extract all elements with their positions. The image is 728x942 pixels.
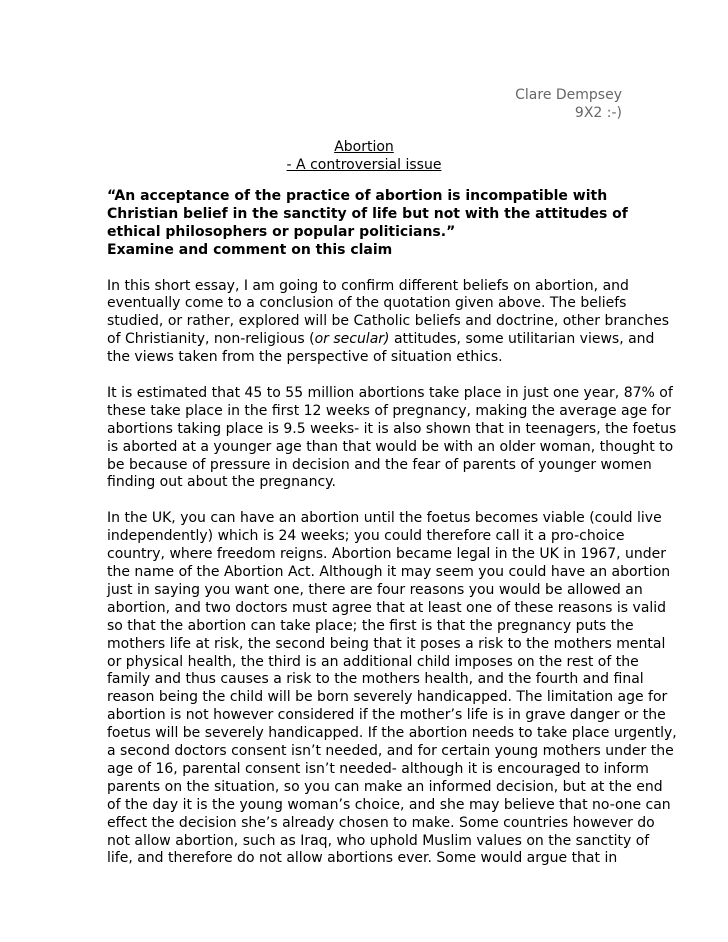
paragraph-statistics — [107, 384, 677, 492]
text-line: reason being the child will be born severely handicapped. The limitation age for — [107, 689, 668, 706]
text-line: In this short essay, I am going to confirm different beliefs on abortion, and — [107, 277, 629, 294]
paragraph-intro — [107, 277, 670, 368]
question-line: Examine and comment on this claim — [107, 241, 393, 258]
title-subtitle: - A controversial issue — [286, 157, 442, 173]
text-line: mothers life at risk, the second being that it poses a risk to the mothers mental — [107, 635, 666, 652]
text-line: age of 16, parental consent isn’t needed- although it is encouraged to inform — [107, 760, 649, 777]
author-class: 9X2 :-) — [574, 105, 622, 121]
text-segment: of Christianity, non-religious ( — [107, 331, 315, 348]
text-line: the name of the Abortion Act. Although it may seem you could have an abortion — [107, 563, 671, 580]
question-line: “An acceptance of the practice of abortion is incompatible with — [107, 188, 608, 204]
text-line: country, where freedom reigns. Abortion became legal in the UK in 1967, under — [107, 546, 667, 563]
text-line: family and thus causes a risk to the mothers health, and the fourth and final — [107, 671, 644, 688]
text-line: these take place in the first 12 weeks of pregnancy, making the average age for — [107, 402, 671, 419]
text-line — [107, 331, 655, 349]
question-line: ethical philosophers or popular politicians.” — [107, 223, 456, 240]
text-line: It is estimated that 45 to 55 million abortions take place in just one year, 87% of — [107, 384, 673, 401]
text-line: foetus will be severely handicapped. If the abortion needs to take place urgently, — [107, 725, 677, 742]
text-line: be because of pressure in decision and the fear of parents of younger women — [107, 456, 652, 473]
text-line: abortion is not however considered if the mother’s life is in grave danger or the — [107, 707, 666, 724]
title-main: Abortion — [334, 139, 394, 155]
text-line: In the UK, you can have an abortion until the foetus becomes viable (could live — [107, 510, 662, 527]
text-line: a second doctors consent isn’t needed, and for certain young mothers under the — [107, 743, 674, 760]
author-block — [515, 86, 622, 122]
paragraph-uk-law — [107, 510, 677, 868]
text-line: abortion, and two doctors must agree that at least one of these reasons is valid — [107, 599, 667, 616]
question-line: Christian belief in the sanctity of life but not with the attitudes of — [107, 205, 628, 222]
text-line: so that the abortion can take place; the first is that the pregnancy puts the — [107, 617, 634, 634]
text-line: effect the decision she’s already chosen to make. Some countries however do — [107, 814, 655, 831]
text-line: independently) which is 24 weeks; you could therefore call it a pro-choice — [107, 528, 625, 545]
text-line: eventually come to a conclusion of the quotation given above. The beliefs — [107, 295, 627, 312]
text-line: of the day it is the young woman’s choice, and she may believe that no-one can — [107, 796, 671, 813]
essay-title — [0, 138, 728, 174]
essay-question — [107, 188, 629, 260]
text-line: not allow abortion, such as Iraq, who uphold Muslim values on the sanctity of — [107, 832, 650, 849]
text-emphasis: or secular) — [314, 331, 390, 348]
text-line: finding out about the pregnancy. — [107, 474, 336, 491]
author-name: Clare Dempsey — [515, 87, 622, 103]
text-line: is aborted at a younger age than that would be with an older woman, thought to — [107, 438, 674, 455]
text-line: just in saying you want one, there are four reasons you would be allowed an — [107, 581, 643, 598]
text-segment: attitudes, some utilitarian views, and — [389, 331, 655, 348]
text-line: the views taken from the perspective of situation ethics. — [107, 349, 503, 366]
text-line: abortions taking place is 9.5 weeks- it is also shown that in teenagers, the foetus — [107, 420, 677, 437]
text-line: or physical health, the third is an additional child imposes on the rest of the — [107, 653, 639, 670]
essay-body — [107, 188, 677, 886]
text-line: parents on the situation, so you can make an informed decision, but at the end — [107, 778, 663, 795]
text-line: studied, or rather, explored will be Catholic beliefs and doctrine, other branches — [107, 313, 670, 330]
text-line: life, and therefore do not allow abortions ever. Some would argue that in — [107, 850, 618, 867]
